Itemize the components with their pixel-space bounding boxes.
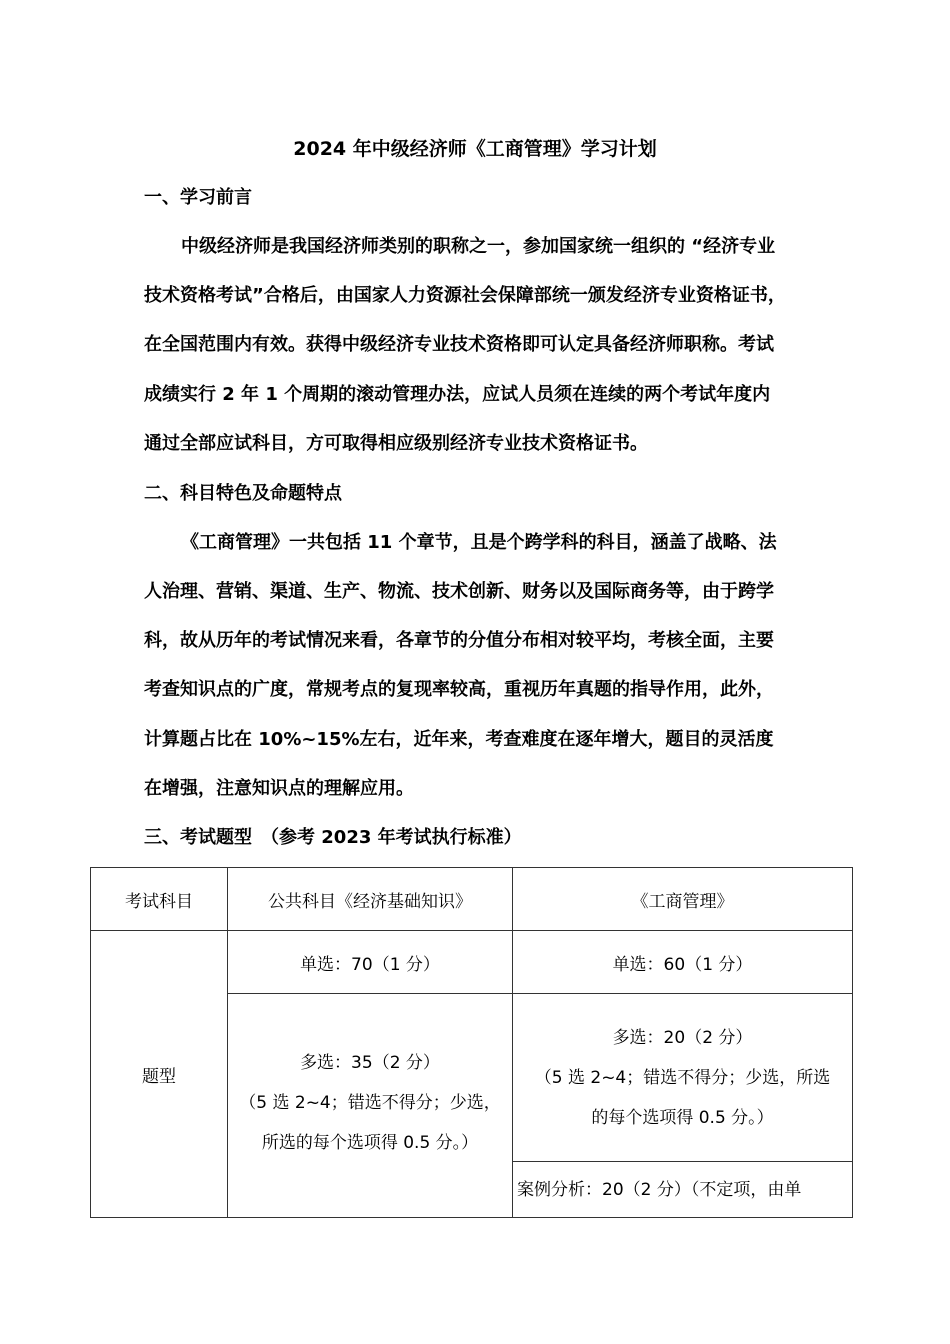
table-header-row [91, 868, 853, 931]
cell-mgmt-case [513, 1162, 853, 1218]
cell-text-line: （5 选 2~4；错选不得分；少选，所选 [534, 1067, 831, 1088]
exam-types-table [90, 867, 853, 1218]
cell-text-line: 多选：20（2 分） [612, 1027, 753, 1048]
paragraph-line: 成绩实行 2 年 1 个周期的滚动管理办法，应试人员须在连续的两个考试年度内 [144, 384, 771, 405]
cell-text-line: 多选：35（2 分） [300, 1052, 440, 1073]
table-row [91, 931, 853, 994]
cell-mgmt-single: 单选：60（1 分） [513, 931, 853, 994]
paragraph-line: 《工商管理》一共包括 11 个章节，且是个跨学科的科目，涵盖了战略、法 [181, 532, 777, 553]
cell-text-line: 案例分析：20（2 分）（不定项，由单 [517, 1179, 802, 1200]
section-heading-features: 二、科目特色及命题特点 [144, 483, 342, 504]
row-label-question-type: 题型 [91, 931, 228, 1218]
header-cell-mgmt: 《工商管理》 [513, 868, 853, 931]
header-cell-public: 公共科目《经济基础知识》 [228, 868, 513, 931]
paragraph-line: 在增强，注意知识点的理解应用。 [144, 778, 414, 799]
cell-text-line: （5 选 2~4；错选不得分；少选， [239, 1092, 501, 1113]
cell-public-single: 单选：70（1 分） [228, 931, 513, 994]
cell-public-multi [228, 994, 513, 1218]
section-heading-exam-types: 三、考试题型 （参考 2023 年考试执行标准） [144, 827, 522, 848]
paragraph-line: 技术资格考试”合格后，由国家人力资源社会保障部统一颁发经济专业资格证书， [144, 285, 786, 306]
paragraph-line: 人治理、营销、渠道、生产、物流、技术创新、财务以及国际商务等，由于跨学 [144, 581, 774, 602]
paragraph-line: 通过全部应试科目，方可取得相应级别经济专业技术资格证书。 [144, 433, 648, 454]
paragraph-line: 考查知识点的广度，常规考点的复现率较高，重视历年真题的指导作用，此外， [144, 679, 774, 700]
paragraph-line: 中级经济师是我国经济师类别的职称之一，参加国家统一组织的 “经济专业 [181, 236, 776, 257]
cell-text-line: 所选的每个选项得 0.5 分。） [261, 1132, 479, 1153]
cell-text-line: 的每个选项得 0.5 分。） [591, 1107, 774, 1128]
header-cell-subject: 考试科目 [91, 868, 228, 931]
paragraph-line: 科，故从历年的考试情况来看，各章节的分值分布相对较平均，考核全面，主要 [144, 630, 774, 651]
section-heading-preface: 一、学习前言 [144, 187, 252, 208]
document-title: 2024 年中级经济师《工商管理》学习计划 [293, 138, 657, 160]
cell-mgmt-multi [513, 994, 853, 1162]
paragraph-line: 计算题占比在 10%~15%左右，近年来，考查难度在逐年增大，题目的灵活度 [144, 729, 774, 750]
paragraph-line: 在全国范围内有效。获得中级经济专业技术资格即可认定具备经济师职称。考试 [144, 334, 774, 355]
